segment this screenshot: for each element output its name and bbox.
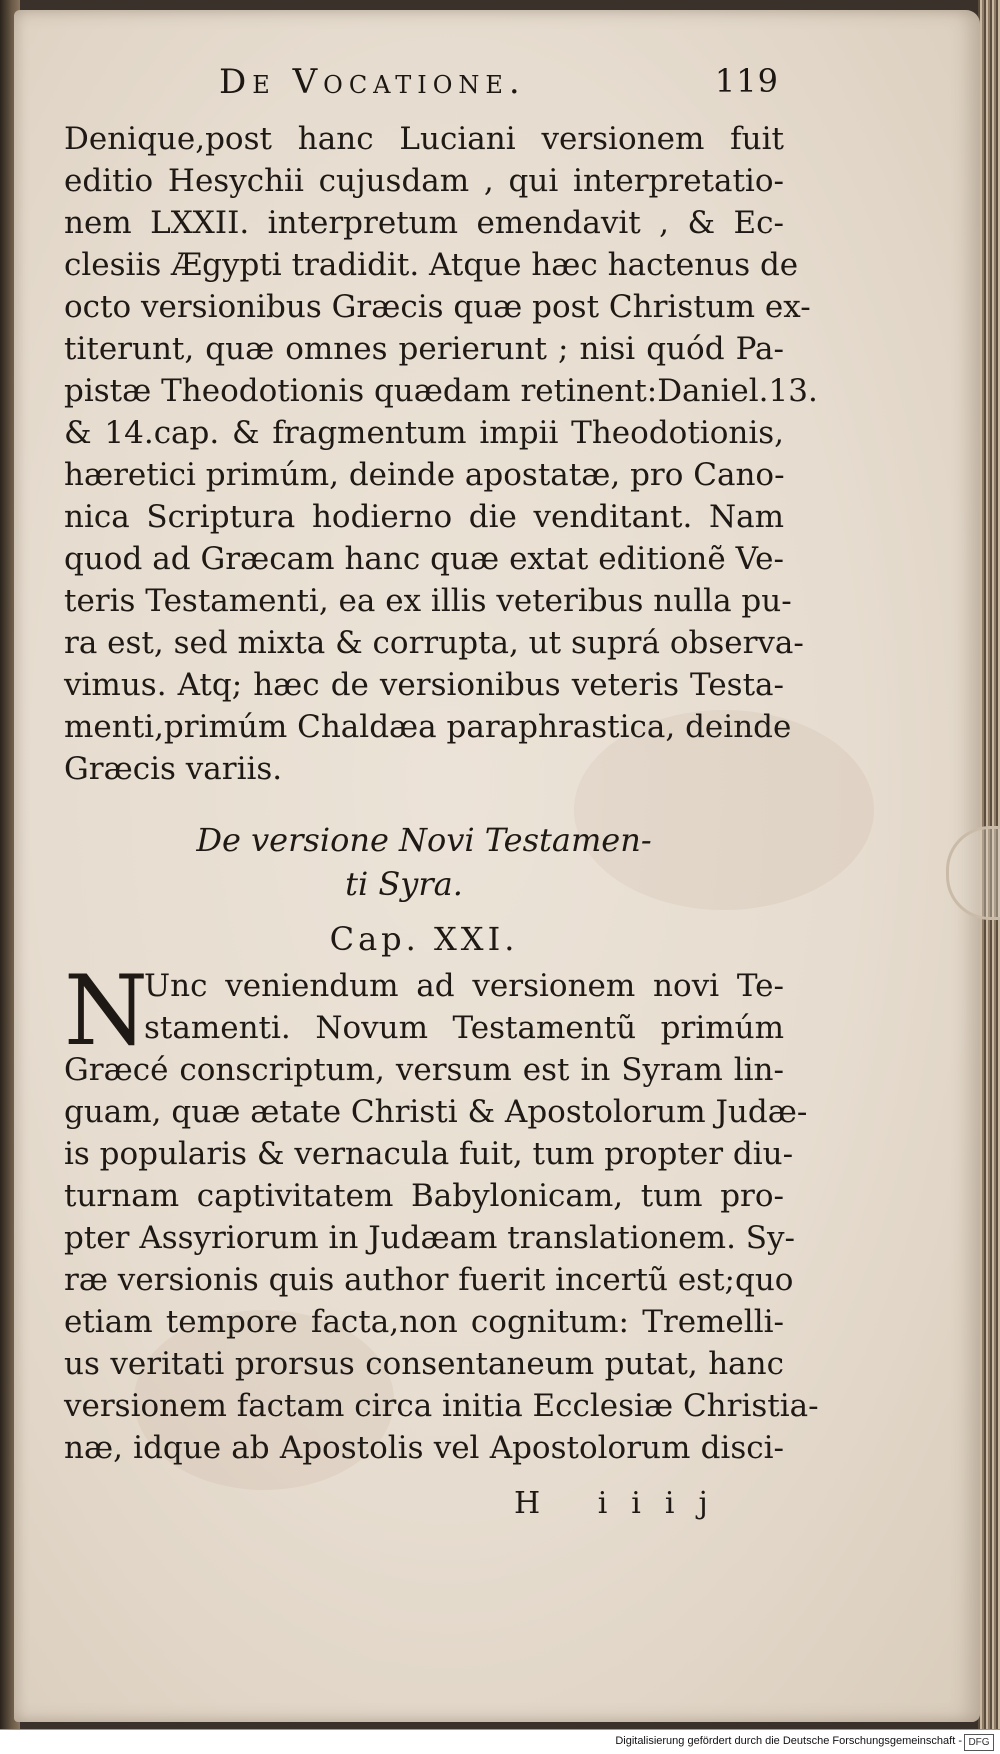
- page-number: 119: [714, 62, 779, 100]
- running-head: De Vocatione.: [219, 62, 526, 102]
- text-line: næ, idque ab Apostolis vel Apostolorum disci-: [64, 1430, 784, 1466]
- text-line: & 14.cap. & fragmentum impii Theodotionis,: [64, 415, 784, 451]
- text-line: vimus. Atq; hæc de versionibus veteris Testa-: [64, 667, 784, 703]
- text-line: is popularis & vernacula fuit, tum propter diu-: [64, 1136, 794, 1172]
- text-block-top: [64, 118, 818, 790]
- text-line: Denique,post hanc Luciani versionem fuit: [64, 121, 784, 157]
- text-line: guam, quæ ætate Christi & Apostolorum Judæ-: [64, 1094, 808, 1130]
- section-heading-line: ti Syra.: [345, 865, 463, 903]
- text-line: quod ad Græcam hanc quæ extat editionẽ Ve-: [64, 541, 784, 577]
- text-line: ræ versionis quis author fuerit incertũ est;quo: [64, 1262, 794, 1298]
- text-line: Græcé conscriptum, versum est in Syram lin-: [64, 1052, 784, 1088]
- text-line: teris Testamenti, ea ex illis veteribus nulla pu-: [64, 583, 792, 619]
- text-line: titerunt, quæ omnes perierunt ; nisi quód Pa-: [64, 331, 784, 367]
- page-header: [219, 62, 779, 106]
- text-line: Unc veniendum ad versionem novi Te-: [144, 968, 784, 1004]
- text-line: etiam tempore facta,non cognitum: Tremelli-: [64, 1304, 784, 1340]
- text-line: nica Scriptura hodierno die venditant. Nam: [64, 499, 784, 535]
- text-block-bottom: [64, 955, 819, 1469]
- text-line: clesiis Ægypti tradidit. Atque hæc hactenus de: [64, 247, 799, 283]
- chapter-title: Cap. XXI.: [329, 920, 519, 958]
- text-line: pistæ Theodotionis quædam retinent:Daniel.13.: [64, 373, 818, 409]
- section-heading: [64, 818, 784, 906]
- text-line: octo versionibus Græcis quæ post Christum ex-: [64, 289, 811, 325]
- drop-cap-initial: N: [64, 955, 148, 1067]
- text-line: turnam captivitatem Babylonicam, tum pro-: [64, 1178, 784, 1214]
- text-line: hæretici primúm, deinde apostatæ, pro Cano-: [64, 457, 785, 493]
- text-line: editio Hesychii cujusdam , qui interpretatio-: [64, 163, 784, 199]
- text-line: versionem factam circa initia Ecclesiæ Christia-: [64, 1388, 819, 1424]
- text-line: us veritati prorsus consentaneum putat, hanc: [64, 1346, 784, 1382]
- signature-mark: H iiij: [514, 1486, 732, 1521]
- text-line: Græcis variis.: [64, 751, 283, 787]
- dfg-logo: DFG: [964, 1734, 994, 1751]
- footer-bar: [0, 1729, 1000, 1754]
- text-line: pter Assyriorum in Judæam translationem. Sy-: [64, 1220, 796, 1256]
- footer-credit: Digitalisierung gefördert durch die Deutsche Forschungsgemeinschaft -: [615, 1735, 962, 1747]
- text-line: ra est, sed mixta & corrupta, ut suprá observa-: [64, 625, 804, 661]
- text-line: stamenti. Novum Testamentũ primúm: [144, 1010, 784, 1046]
- section-heading-line: De versione Novi Testamen-: [196, 821, 652, 859]
- text-line: menti,primúm Chaldæa paraphrastica, deinde: [64, 709, 792, 745]
- book-page: [14, 10, 980, 1722]
- text-line: nem LXXII. interpretum emendavit , & Ec-: [64, 205, 784, 241]
